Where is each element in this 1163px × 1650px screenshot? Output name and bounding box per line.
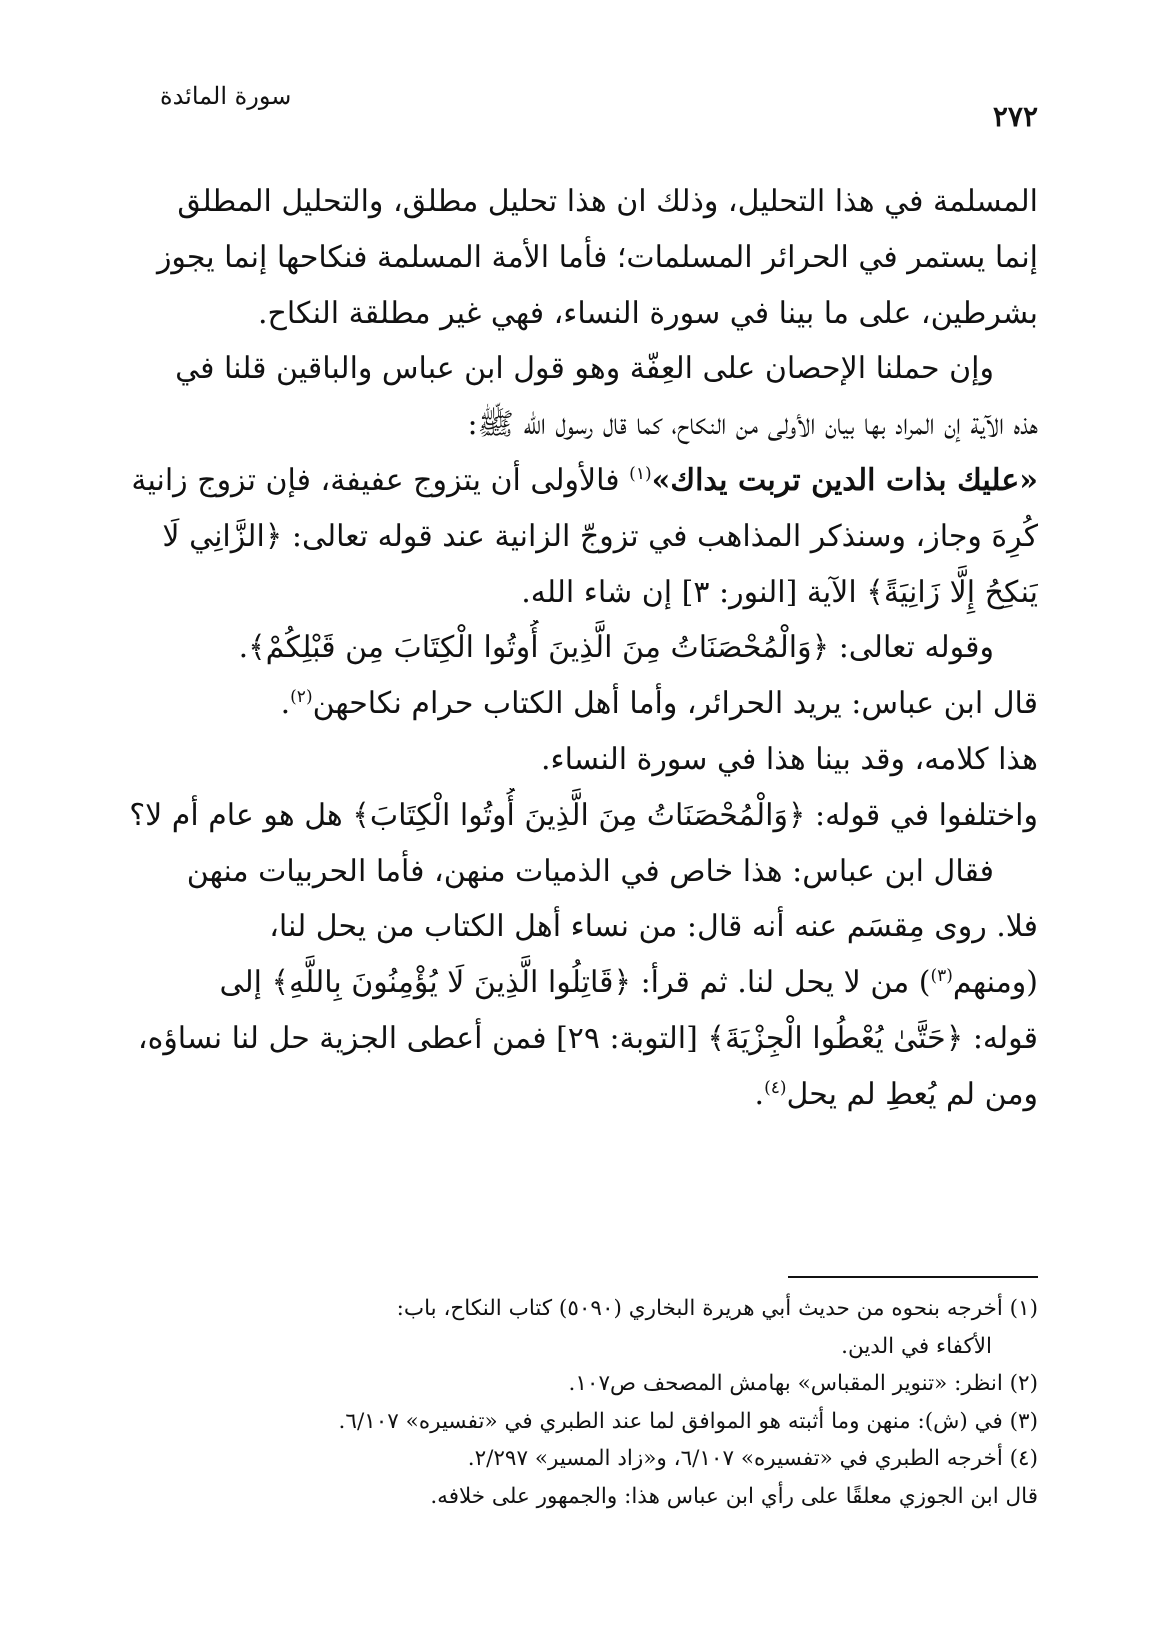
text-line: كُرِهَ وجاز، وسنذكر المذاهب في تزوجّ الزانية عند قوله تعالى: ﴿الزَّانِي لَا bbox=[162, 518, 1038, 554]
text-line bbox=[118, 955, 1038, 1011]
text-line: وقوله تعالى: ﴿وَالْمُحْصَنَاتُ مِنَ الَّذِينَ أُوتُوا الْكِتَابَ مِن قَبْلِكُمْ﴾. bbox=[238, 630, 994, 666]
text-segment: . bbox=[754, 1076, 765, 1112]
text-line: بشرطين، على ما بينا في سورة النساء، فهي غير مطلقة النكاح. bbox=[258, 295, 1038, 331]
footnote-ref: (٢) bbox=[290, 687, 313, 708]
text-line: قوله: ﴿حَتَّىٰ يُعْطُوا الْجِزْيَةَ﴾ [التوبة: ٢٩] فمن أعطى الجزية حل لنا نساؤه، bbox=[137, 1020, 1038, 1056]
text-segment: ومن لم يُعطِ لم يحل bbox=[786, 1076, 1038, 1112]
text-line: إنما يستمر في الحرائر المسلمات؛ فأما الأمة المسلمة فنكاحها إنما يجوز bbox=[156, 239, 1038, 275]
text-segment: ) من لا يحل لنا. ثم قرأ: ﴿قَاتِلُوا الَّذِينَ لَا يُؤْمِنُونَ بِاللَّهِ﴾ إلى bbox=[219, 965, 931, 1001]
text-segment: قال ابن عباس: يريد الحرائر، وأما أهل الكتاب حرام نكاحهن bbox=[312, 686, 1038, 722]
footnote-ref: (٣) bbox=[930, 966, 953, 987]
footnote-3: (٣) في (ش): منهن وما أثبته هو الموافق لما عند الطبري في «تفسيره» ٦/١٠٧. bbox=[338, 1408, 1038, 1434]
text-line bbox=[118, 676, 1038, 732]
footnote-1: (١) أخرجه بنحوه من حديث أبي هريرة البخاري (٥٠٩٠) كتاب النكاح، باب: bbox=[396, 1296, 1038, 1321]
text-line: هذه الآية إن المراد بها بيان الأولى من النكاح، كما قال رسول الله ﷺ: bbox=[467, 407, 1038, 443]
footnotes bbox=[150, 1290, 1038, 1515]
text-line: فلا. روى مِقسَم عنه أنه قال: من نساء أهل الكتاب من يحل لنا، bbox=[269, 909, 1038, 945]
text-line: فقال ابن عباس: هذا خاص في الذميات منهن، فأما الحربيات منهن bbox=[186, 853, 994, 889]
text-line: المسلمة في هذا التحليل، وذلك ان هذا تحليل مطلق، والتحليل المطلق bbox=[177, 184, 1038, 219]
text-segment: (ومنهم bbox=[952, 965, 1038, 1001]
hadith-quote: «عليك بذات الدين تربت يداك» bbox=[651, 462, 1038, 498]
text-line: هذا كلامه، وقد بينا هذا في سورة النساء. bbox=[540, 741, 1038, 777]
text-segment: . bbox=[280, 686, 291, 722]
footnote-ref: (٤) bbox=[764, 1077, 787, 1098]
footnote-ref: (١) bbox=[629, 463, 652, 484]
footnote-4: (٤) أخرجه الطبري في «تفسيره» ٦/١٠٧، و«زاد المسير» ٢/٢٩٧. bbox=[467, 1446, 1038, 1471]
running-title: سورة المائدة bbox=[160, 82, 292, 110]
text-line: واختلفوا في قوله: ﴿وَالْمُحْصَنَاتُ مِنَ الَّذِينَ أُوتُوا الْكِتَابَ﴾ هل هو عام أم لا؟ bbox=[129, 797, 1038, 833]
footnote-1-continued: الأكفاء في الدين. bbox=[841, 1333, 992, 1359]
text-line bbox=[118, 453, 1038, 509]
text-line: وإن حملنا الإحصان على العِفّة وهو قول ابن عباس والباقين قلنا في bbox=[175, 351, 994, 387]
footnote-4-continued: قال ابن الجوزي معلقًا على رأي ابن عباس هذا: والجمهور على خلافه. bbox=[430, 1483, 1038, 1509]
text-line: يَنكِحُ إِلَّا زَانِيَةً﴾ الآية [النور: ٣] إن شاء الله. bbox=[521, 574, 1038, 610]
page-number: ٢٧٢ bbox=[992, 100, 1038, 133]
footnote-separator bbox=[788, 1276, 1038, 1278]
footnote-2: (٢) انظر: «تنوير المقباس» بهامش المصحف ص١٠٧. bbox=[568, 1371, 1038, 1396]
page-header bbox=[160, 82, 1038, 132]
text-line bbox=[118, 1067, 1038, 1123]
text-segment: فالأولى أن يتزوج عفيفة، فإن تزوج زانية bbox=[131, 462, 630, 498]
main-text bbox=[118, 174, 1038, 1123]
